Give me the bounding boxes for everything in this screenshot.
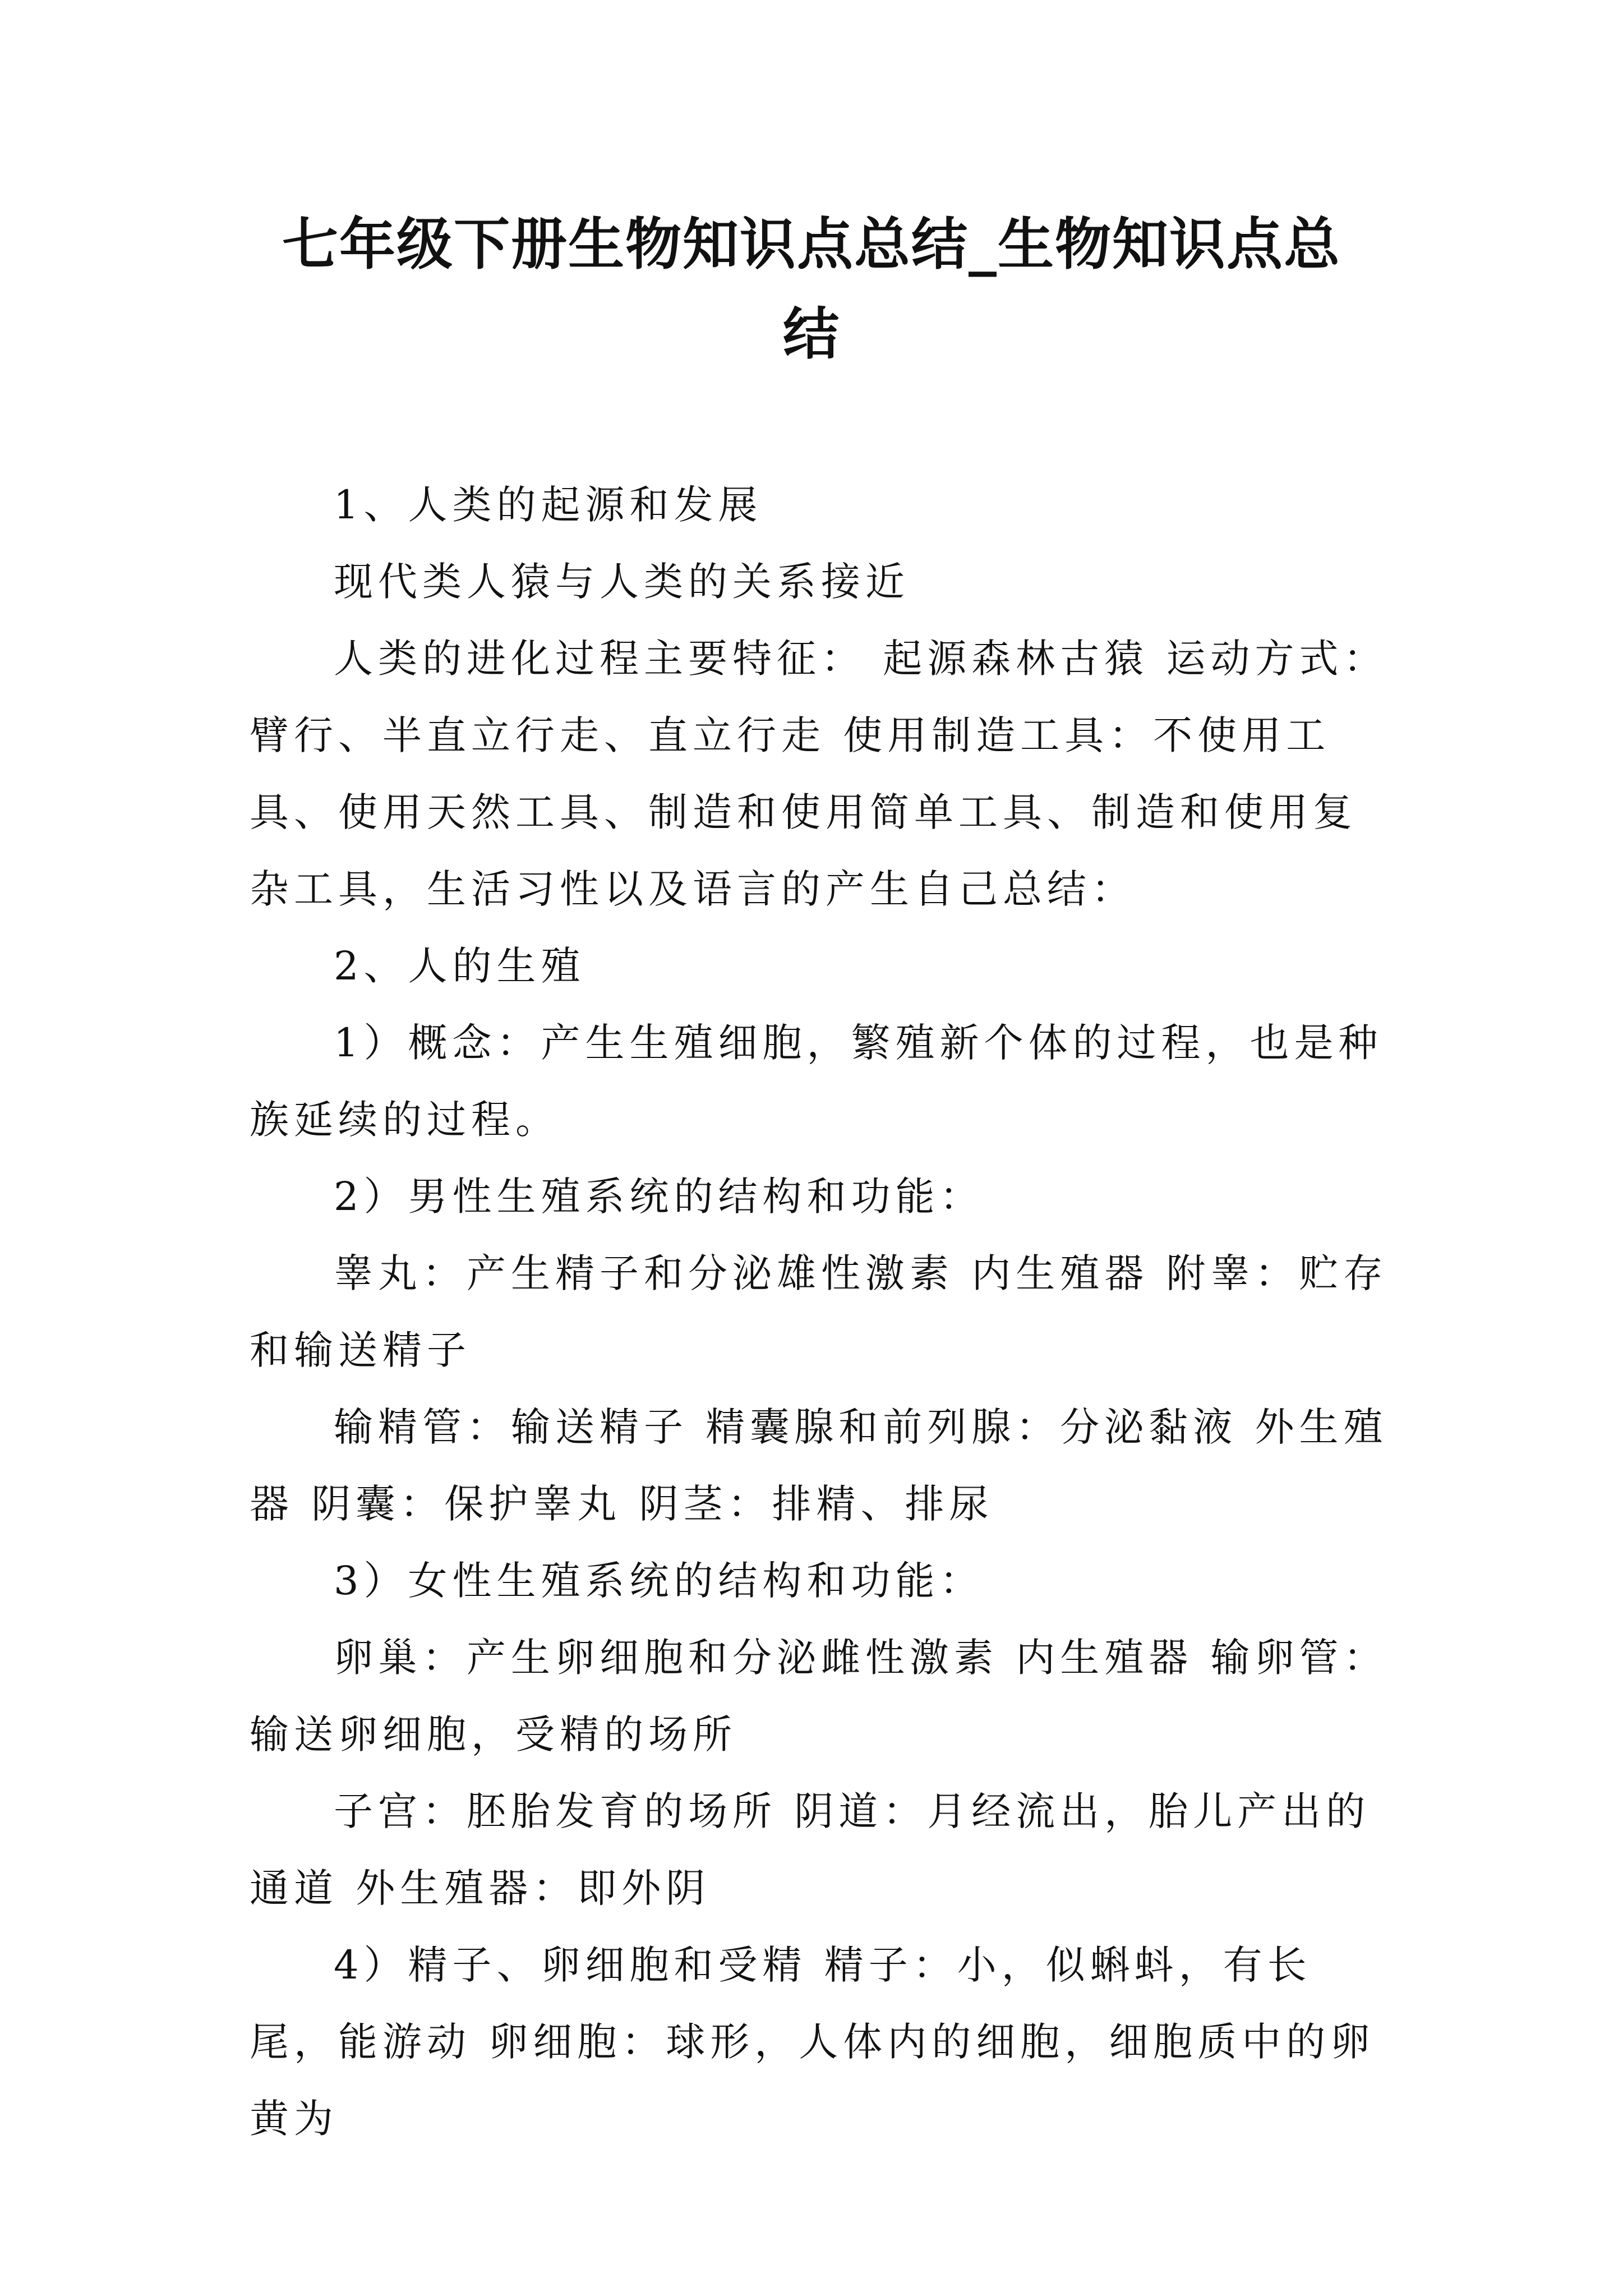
paragraph-fertilization: 4）精子、卵细胞和受精 精子：小，似蝌蚪，有长尾，能游动 卵细胞：球形，人体内的细胞，细胞质中的卵黄为 bbox=[250, 1942, 1375, 2142]
paragraph-ape-relation: 现代类人猿与人类的关系接近 bbox=[334, 559, 910, 605]
paragraph-reproduction-concept: 1）概念：产生生殖细胞，繁殖新个体的过程，也是种族延续的过程。 bbox=[250, 1020, 1383, 1143]
paragraph-male-ducts: 输精管：输送精子 精囊腺和前列腺：分泌黏液 外生殖器 阴囊：保护睾丸 阴茎：排精、排尿 bbox=[250, 1404, 1388, 1527]
paragraph-section-2-heading: 2、人的生殖 bbox=[334, 943, 585, 989]
paragraph-section-1-heading: 1、人类的起源和发展 bbox=[334, 482, 763, 528]
paragraph-female-uterus: 子宫：胚胎发育的场所 阴道：月经流出，胎儿产出的通道 外生殖器：即外阴 bbox=[250, 1788, 1371, 1911]
document-title bbox=[241, 199, 1382, 379]
paragraph-female-system-heading: 3）女性生殖系统的结构和功能： bbox=[334, 1558, 984, 1604]
document-title-line-2: 结 bbox=[783, 301, 840, 367]
paragraph-male-testis: 睾丸：产生精子和分泌雄性激素 内生殖器 附睾：贮存和输送精子 bbox=[250, 1250, 1388, 1373]
paragraph-male-system-heading: 2）男性生殖系统的结构和功能： bbox=[334, 1174, 984, 1220]
document-title-line-1: 七年级下册生物知识点总结_生物知识点总 bbox=[282, 211, 1341, 277]
document-body bbox=[250, 467, 1394, 2157]
paragraph-evolution-features: 人类的进化过程主要特征： 起源森林古猿 运动方式：臂行、半直立行走、直立行走 使用制造工具：不使用工具、使用天然工具、制造和使用简单工具、制造和使用复杂工具，生活习性以及语言的产生自己总结： bbox=[250, 636, 1388, 912]
paragraph-female-ovary: 卵巢：产生卵细胞和分泌雌性激素 内生殖器 输卵管：输送卵细胞，受精的场所 bbox=[250, 1635, 1388, 1757]
